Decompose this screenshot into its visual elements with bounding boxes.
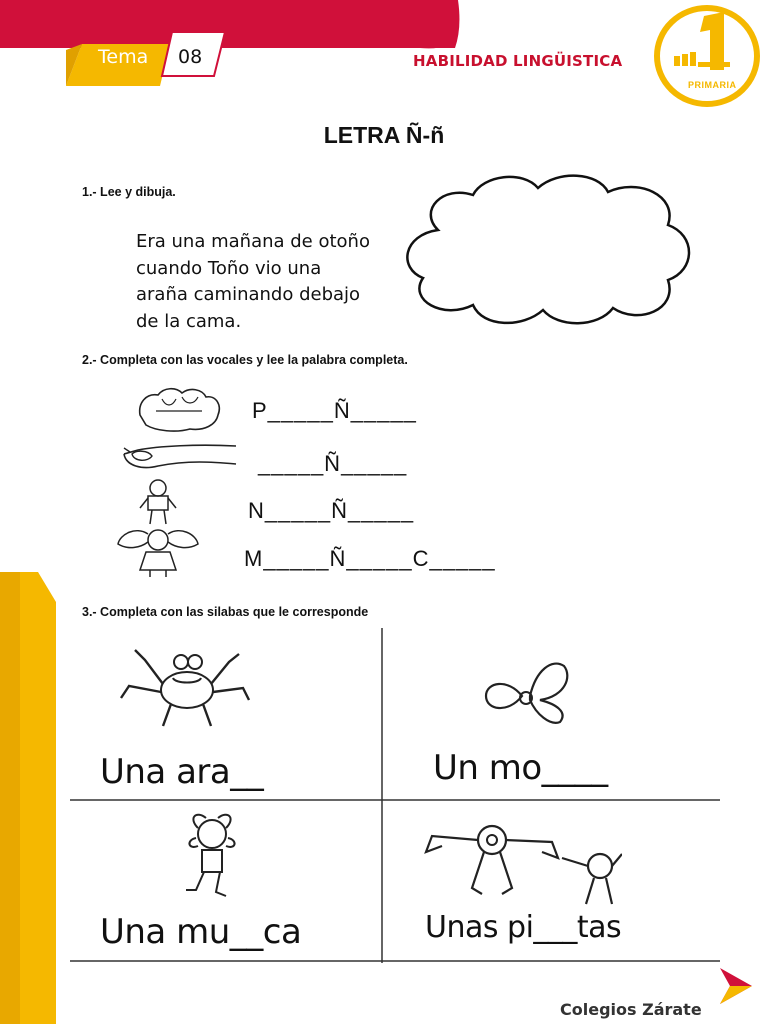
word-blank: N_____Ñ_____ xyxy=(248,498,415,523)
spider-icon xyxy=(115,640,255,730)
pinatas-icon xyxy=(422,818,622,918)
story-line: araña caminando debajo xyxy=(136,284,361,305)
word-blank: P_____Ñ_____ xyxy=(252,398,417,423)
girl-icon xyxy=(106,528,208,578)
syllable-word: Una ara__ xyxy=(100,752,264,792)
story-line: cuando Toño vio una xyxy=(136,257,322,279)
primaria-logo-icon xyxy=(652,2,762,110)
drawing-cloud[interactable] xyxy=(398,170,698,328)
word-blank: _____Ñ_____ xyxy=(258,451,408,476)
fist-icon xyxy=(132,385,224,435)
bow-icon xyxy=(478,656,574,726)
doll-icon xyxy=(180,810,250,900)
instruction-1: 1.- Lee y dibuja. xyxy=(82,185,176,199)
story-text xyxy=(136,229,370,335)
page-title: LETRA Ñ-ñ xyxy=(323,122,445,148)
tema-number: 08 xyxy=(178,46,203,68)
tema-label: Tema xyxy=(98,46,149,68)
side-bar xyxy=(0,572,56,1024)
brand-name: Colegios Zárate xyxy=(560,1000,702,1019)
story-line: Era una mañana de otoño xyxy=(136,231,370,252)
logo-text: PRIMARIA xyxy=(688,80,737,90)
instruction-2: 2.- Completa con las vocales y lee la palabra completa. xyxy=(82,353,408,367)
brand-logo-icon xyxy=(712,966,754,1008)
story-line: de la cama. xyxy=(136,310,242,332)
syllable-word: Un mo____ xyxy=(433,748,608,788)
syllable-word: Una mu__ca xyxy=(100,912,302,952)
finger-icon xyxy=(118,440,238,476)
boy-icon xyxy=(132,478,184,526)
word-blank: M_____Ñ_____C_____ xyxy=(244,546,496,571)
syllable-word: Unas pi___tas xyxy=(425,910,622,945)
subject-title: HABILIDAD LINGÜISTICA xyxy=(413,52,623,70)
instruction-3: 3.- Completa con las silabas que le corresponde xyxy=(82,605,369,619)
